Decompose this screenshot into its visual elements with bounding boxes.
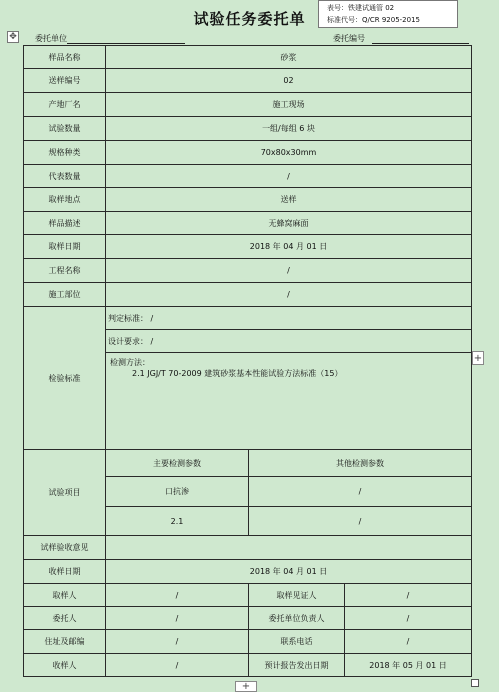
row-construction-part: [24, 283, 472, 307]
row-origin: [24, 93, 472, 117]
client-label: 委托单位: [35, 34, 67, 43]
judgment-standard[interactable]: 判定标准： /: [106, 307, 472, 330]
commission-no-field[interactable]: [372, 43, 469, 44]
commission-no-label: 委托编号: [333, 34, 365, 43]
row-value[interactable]: 70x80x30mm: [106, 141, 472, 165]
people-value[interactable]: /: [106, 607, 249, 630]
add-row-plus-icon[interactable]: +: [235, 681, 257, 692]
row-label: 规格种类: [24, 141, 106, 165]
people-label: 委托人: [24, 607, 106, 630]
row-project-name: [24, 259, 472, 283]
people-value[interactable]: /: [345, 584, 472, 607]
row-label: 样品描述: [24, 212, 106, 235]
commission-table: [23, 45, 472, 677]
row-label: 送样编号: [24, 69, 106, 93]
row-value[interactable]: 送样: [106, 188, 472, 212]
people-label: 收样人: [24, 654, 106, 677]
row-value[interactable]: 2018 年 04 月 01 日: [106, 235, 472, 259]
row-value[interactable]: 一组/每组 6 块: [106, 117, 472, 141]
row-value[interactable]: 砂浆: [106, 46, 472, 69]
row-inspection-judgment: [24, 307, 472, 330]
main-param-cell[interactable]: 2.1: [106, 507, 249, 536]
row-label: 取样日期: [24, 235, 106, 259]
row-quantity: [24, 117, 472, 141]
other-params-header: 其他检测参数: [249, 450, 472, 477]
row-label: 取样地点: [24, 188, 106, 212]
add-column-plus-icon[interactable]: +: [473, 353, 483, 364]
test-items-label: 试验项目: [24, 450, 106, 536]
row-description: [24, 212, 472, 235]
people-value[interactable]: /: [345, 607, 472, 630]
design-requirement[interactable]: 设计要求： /: [106, 330, 472, 353]
row-value[interactable]: /: [106, 165, 472, 188]
row-client: [24, 607, 472, 630]
people-value[interactable]: 2018 年 05 月 01 日: [345, 654, 472, 677]
row-label: 代表数量: [24, 165, 106, 188]
row-label: 施工部位: [24, 283, 106, 307]
move-icon[interactable]: ✥: [7, 31, 19, 43]
acceptance-value[interactable]: [106, 536, 472, 560]
people-value[interactable]: /: [106, 584, 249, 607]
row-label: 工程名称: [24, 259, 106, 283]
form-number: 表号：铁建试通管 02: [327, 4, 395, 12]
row-receive-date: [24, 560, 472, 584]
people-label: 住址及邮编: [24, 630, 106, 654]
people-label: 委托单位负责人: [249, 607, 345, 630]
row-test-items-header: [24, 450, 472, 477]
form-meta-box: [318, 0, 458, 28]
standard-code: 标准代号：Q/CR 9205-2015: [327, 16, 420, 24]
people-label: 取样人: [24, 584, 106, 607]
receive-date-value[interactable]: 2018 年 04 月 01 日: [106, 560, 472, 584]
row-sampling-place: [24, 188, 472, 212]
other-param-cell[interactable]: /: [249, 507, 472, 536]
test-method-item: 2.1 JGJ/T 70-2009 建筑砂浆基本性能试验方法标准（15）: [132, 369, 343, 378]
people-label: 联系电话: [249, 630, 345, 654]
main-param-cell[interactable]: 口抗渗: [106, 477, 249, 507]
other-param-cell[interactable]: /: [249, 477, 472, 507]
row-sample-name: [24, 46, 472, 69]
table-resize-handle[interactable]: [471, 679, 479, 687]
row-represent-qty: [24, 165, 472, 188]
row-value[interactable]: 02: [106, 69, 472, 93]
row-value[interactable]: 无蜂窝麻面: [106, 212, 472, 235]
receive-date-label: 收样日期: [24, 560, 106, 584]
row-value[interactable]: /: [106, 283, 472, 307]
inspection-standard-label: 检验标准: [24, 307, 106, 450]
row-sampling-date: [24, 235, 472, 259]
row-value[interactable]: 施工现场: [106, 93, 472, 117]
form-title: 试验任务委托单: [193, 10, 306, 28]
test-method-cell[interactable]: [106, 353, 472, 450]
people-value[interactable]: /: [345, 630, 472, 654]
row-sampler: [24, 584, 472, 607]
people-value[interactable]: /: [106, 654, 249, 677]
row-address: [24, 630, 472, 654]
test-method-label: 检测方法：: [110, 358, 150, 367]
row-sample-no: [24, 69, 472, 93]
people-value[interactable]: /: [106, 630, 249, 654]
row-spec: [24, 141, 472, 165]
row-acceptance: [24, 536, 472, 560]
main-params-header: 主要检测参数: [106, 450, 249, 477]
row-label: 试验数量: [24, 117, 106, 141]
row-label: 产地厂名: [24, 93, 106, 117]
client-field[interactable]: [67, 43, 185, 44]
row-label: 样品名称: [24, 46, 106, 69]
acceptance-label: 试样验收意见: [24, 536, 106, 560]
row-value[interactable]: /: [106, 259, 472, 283]
people-label: 预计报告发出日期: [249, 654, 345, 677]
people-label: 取样见证人: [249, 584, 345, 607]
row-receiver: [24, 654, 472, 677]
